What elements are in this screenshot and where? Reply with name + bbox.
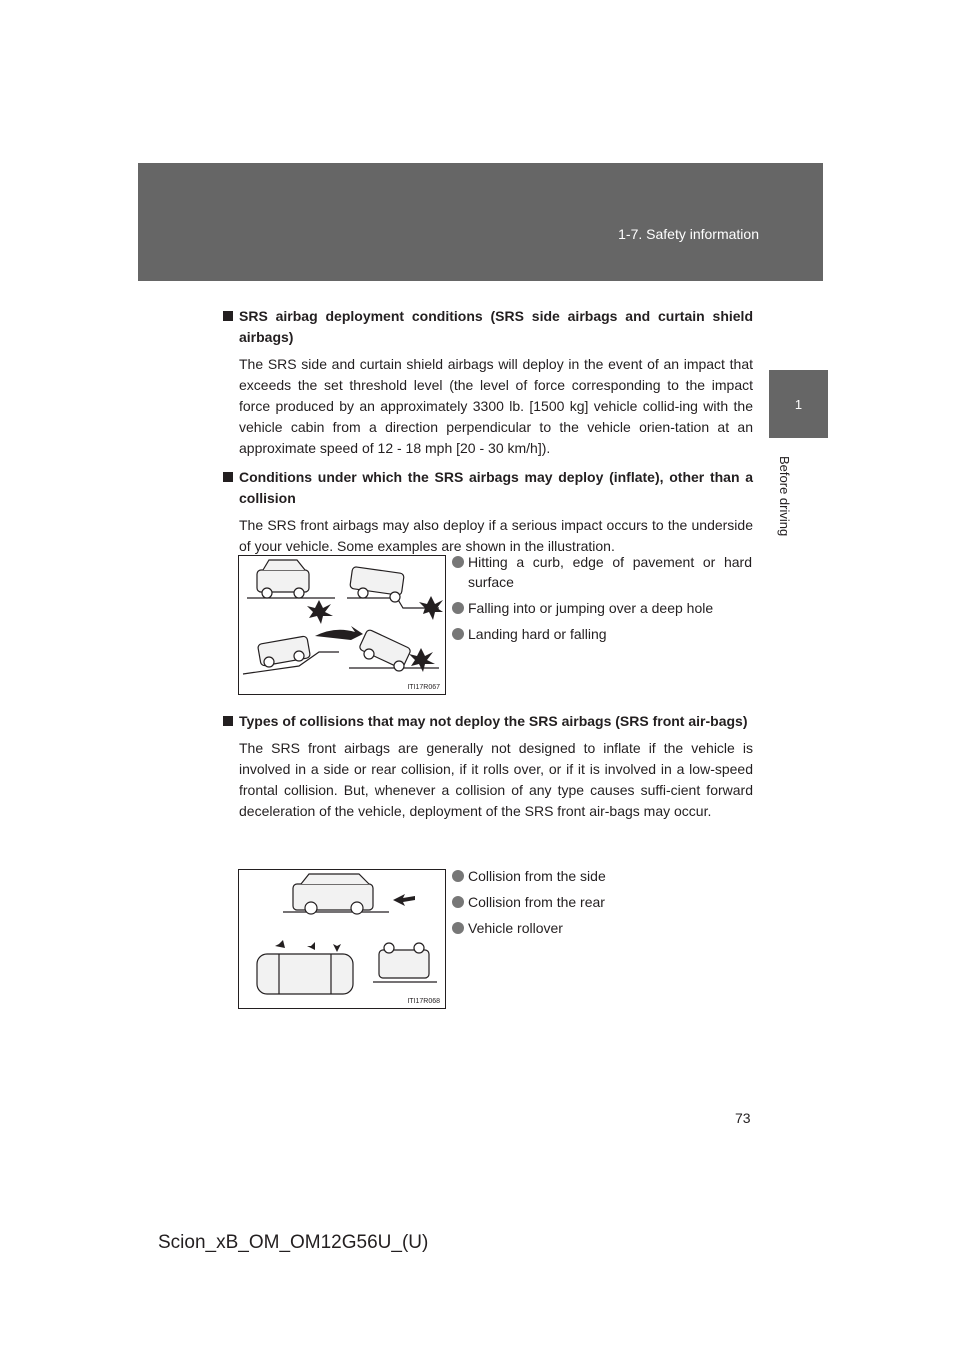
bullet-icon <box>452 922 464 934</box>
section-2 <box>223 467 753 557</box>
bullet-icon <box>452 602 464 614</box>
bullet-list-1 <box>452 552 752 650</box>
section-1 <box>223 306 753 459</box>
collision-types-drawing <box>239 870 445 1008</box>
list-item: Collision from the side <box>452 866 752 886</box>
list-item: Hitting a curb, edge of pavement or hard surface <box>452 552 752 592</box>
bullet-icon <box>452 556 464 568</box>
chapter-number: 1 <box>794 396 803 412</box>
illustration-underside-impact <box>238 555 446 695</box>
section-heading: SRS airbag deployment conditions (SRS side airbags and curtain shield airbags) <box>239 308 753 345</box>
square-bullet-icon <box>223 716 233 726</box>
car-impact-drawing <box>239 556 445 694</box>
page-number: 73 <box>735 1110 751 1126</box>
list-item: Landing hard or falling <box>452 624 752 644</box>
section-title: 1-7. Safety information <box>618 226 759 242</box>
illustration-non-deploy-collisions <box>238 869 446 1009</box>
section-3 <box>223 711 753 822</box>
content-lower <box>223 711 753 822</box>
bullet-icon <box>452 896 464 908</box>
bullet-icon <box>452 628 464 640</box>
bullet-icon <box>452 870 464 882</box>
list-item: Collision from the rear <box>452 892 752 912</box>
content <box>223 306 753 557</box>
chapter-label: Before driving <box>777 456 792 537</box>
section-heading: Types of collisions that may not deploy the SRS airbags (SRS front air-bags) <box>239 713 748 729</box>
header-bar <box>138 163 823 281</box>
list-item: Falling into or jumping over a deep hole <box>452 598 752 618</box>
document-id: Scion_xB_OM_OM12G56U_(U) <box>158 1232 429 1253</box>
illustration-code: ITI17R068 <box>407 998 440 1005</box>
square-bullet-icon <box>223 472 233 482</box>
bullet-list-2 <box>452 866 752 944</box>
section-body: The SRS side and curtain shield airbags will deploy in the event of an impact that exceeds the set threshold level (the level of force corresponding to the impact force produced by an approximately 3300 lb. [1500 kg] vehicle collid-ing with the vehicle cabin from a direction perpendicular to the vehicle orien-tation at an approximate speed of 12 - 18 mph [20 - 30 km/h]). <box>239 356 753 456</box>
section-heading: Conditions under which the SRS airbags may deploy (inflate), other than a collision <box>239 469 753 506</box>
section-body: The SRS front airbags are generally not designed to inflate if the vehicle is involved in a side or rear collision, if it rolls over, or if it is involved in a low-speed frontal collision. But, whenever a collision of any type causes suffi-cient forward deceleration of the vehicle, deployment of the SRS front air-bags may occur. <box>239 740 753 819</box>
square-bullet-icon <box>223 311 233 321</box>
section-body: The SRS front airbags may also deploy if a serious impact occurs to the underside of your vehicle. Some examples are shown in the illustration. <box>239 517 753 554</box>
list-item: Vehicle rollover <box>452 918 752 938</box>
chapter-tab <box>769 370 828 438</box>
illustration-code: ITI17R067 <box>407 684 440 691</box>
